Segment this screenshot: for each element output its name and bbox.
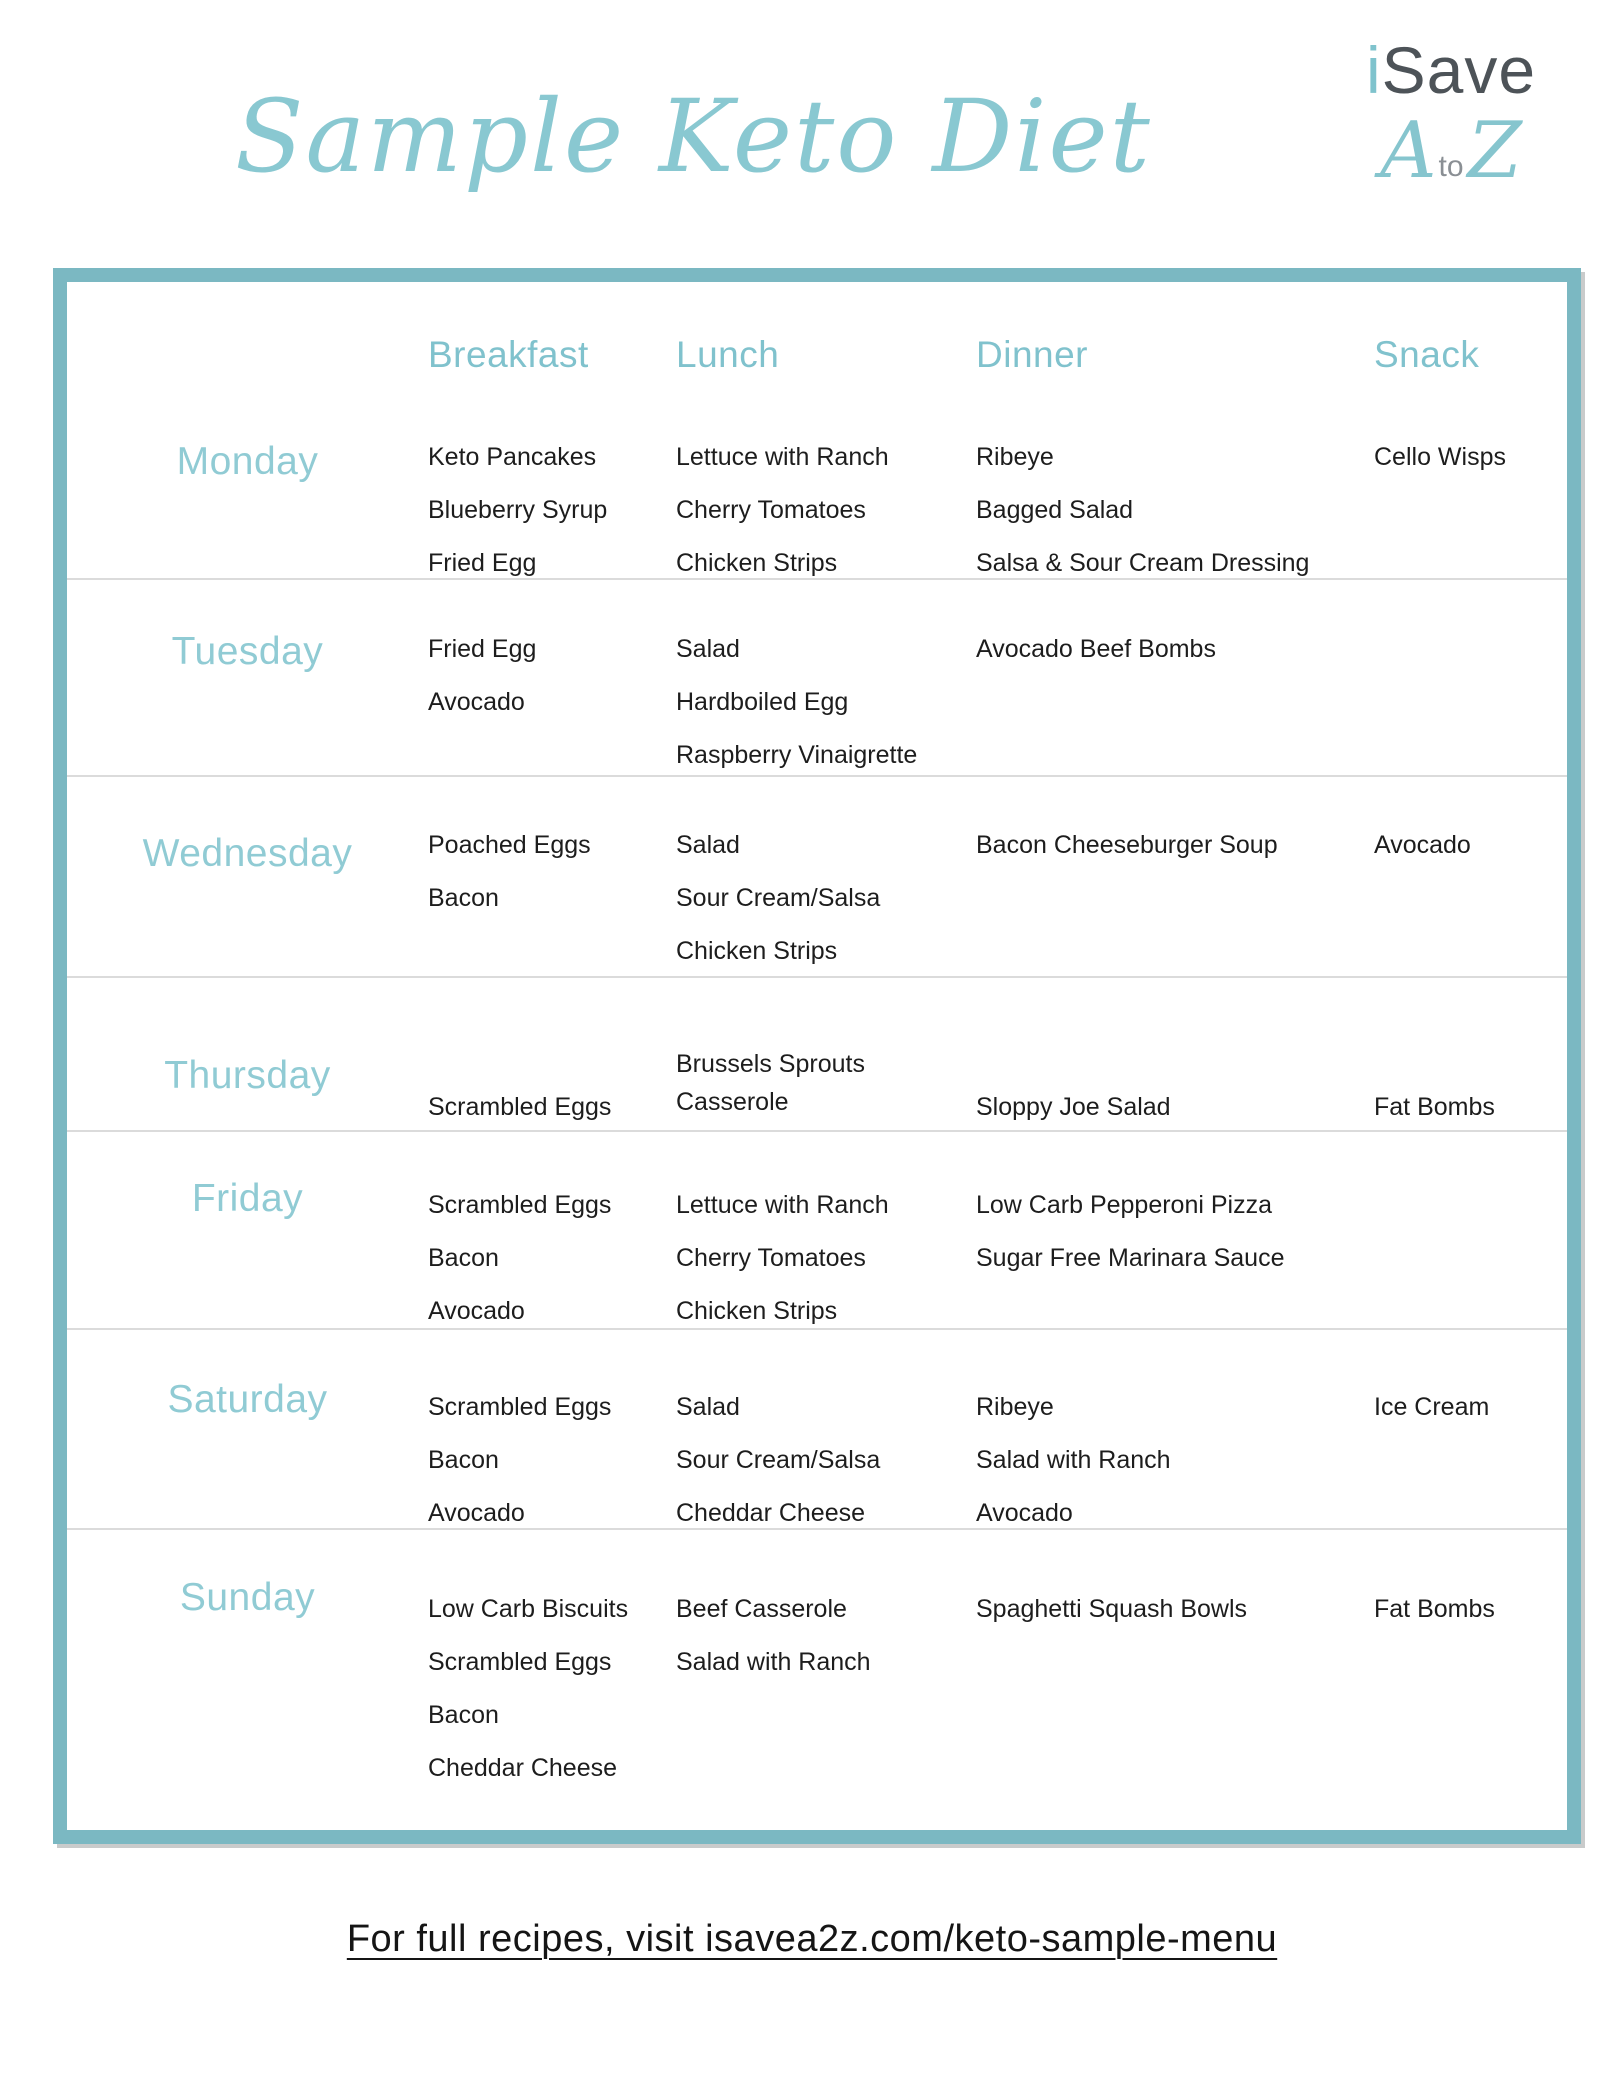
dinner-cell [976,777,1374,991]
meal-item: Beef Casserole [676,1595,847,1623]
meal-item: Salad with Ranch [676,1648,871,1676]
lunch-cell [676,777,976,991]
meal-item: Hardboiled Egg [676,688,849,716]
snack-cell [1374,1530,1567,1829]
snack-cell [1374,978,1567,1147]
table-row-saturday [67,1330,1567,1530]
meal-item: Bagged Salad [976,496,1134,524]
meal-item: Avocado [976,1499,1073,1527]
lunch-cell [676,418,976,603]
breakfast-cell [428,1132,676,1351]
meal-item: Avocado [428,1297,525,1325]
snack-cell [1374,1330,1567,1553]
meal-item: Sour Cream/Salsa [676,1446,881,1474]
meal-item: Salad [676,831,740,859]
meal-item: Avocado [1374,831,1471,859]
meal-item: Lettuce with Ranch [676,443,889,471]
snack-cell [1374,580,1567,795]
column-header-breakfast: Breakfast [428,334,589,375]
table-header-row [67,282,1567,418]
snack-cell [1374,1132,1567,1351]
page-title: Sample Keto Diet [235,78,1152,195]
meal-item: Cello Wisps [1374,443,1506,471]
meal-item: Ribeye [976,1393,1054,1421]
meal-item: Chicken Strips [676,1297,838,1325]
column-header-dinner: Dinner [976,334,1088,375]
meal-item: Bacon [428,884,499,912]
logo-to: to [1438,150,1464,183]
meal-item: Cherry Tomatoes [676,1244,866,1272]
lunch-cell [676,580,976,795]
meal-item: Salad [676,635,740,663]
snack-cell [1374,777,1567,991]
logo-a: A [1380,106,1437,196]
breakfast-cell [428,978,676,1147]
day-label: Saturday [167,1378,328,1421]
meal-plan-table [53,268,1581,1844]
logo-isave-text [1336,34,1566,106]
table-row-tuesday [67,580,1567,777]
meal-item: Cheddar Cheese [676,1499,866,1527]
meal-item: Lettuce with Ranch [676,1191,889,1219]
logo-z: Z [1467,106,1522,196]
meal-item: Keto Pancakes [428,443,597,471]
meal-item: Chicken Strips [676,549,838,577]
breakfast-cell [428,418,676,603]
meal-item: Sloppy Joe Salad [976,1093,1171,1121]
logo-i: i [1365,33,1382,107]
breakfast-cell [428,580,676,795]
footer-link[interactable]: For full recipes, visit isavea2z.com/keto-sample-menu [346,1918,1278,1960]
meal-item: Chicken Strips [676,937,838,965]
meal-item: Bacon [428,1244,499,1272]
meal-item: Blueberry Syrup [428,496,608,524]
meal-item: Brussels Sprouts [676,1050,865,1078]
table-row-thursday [67,978,1567,1132]
breakfast-cell [428,777,676,991]
day-label: Friday [191,1177,304,1220]
column-header-lunch: Lunch [676,334,780,375]
meal-item: Salad [676,1393,740,1421]
meal-item: Fried Egg [428,549,537,577]
dinner-cell [976,1530,1374,1829]
lunch-cell [676,1132,976,1351]
meal-item: Avocado [428,1499,525,1527]
meal-item: Ribeye [976,443,1054,471]
meal-item: Salad with Ranch [976,1446,1171,1474]
meal-item: Raspberry Vinaigrette [676,741,918,769]
brand-logo [1336,34,1566,194]
meal-item: Sour Cream/Salsa [676,884,881,912]
footer [0,1918,1624,1961]
meal-item: Casserole [676,1088,789,1116]
meal-item: Bacon [428,1701,499,1729]
meal-item: Bacon [428,1446,499,1474]
meal-item: Cherry Tomatoes [676,496,866,524]
lunch-cell [676,978,976,1147]
meal-item: Poached Eggs [428,831,591,859]
meal-item: Scrambled Eggs [428,1191,612,1219]
day-label: Sunday [179,1576,316,1619]
meal-item: Low Carb Biscuits [428,1595,629,1623]
dinner-cell [976,978,1374,1147]
day-label: Thursday [164,1054,331,1097]
lunch-cell [676,1530,976,1829]
dinner-cell [976,1330,1374,1553]
day-label: Wednesday [142,832,353,875]
logo-a-to-z [1336,108,1566,194]
meal-item: Spaghetti Squash Bowls [976,1595,1248,1623]
breakfast-cell [428,1330,676,1553]
meal-item: Scrambled Eggs [428,1393,612,1421]
meal-item: Avocado Beef Bombs [976,635,1216,663]
meal-item: Bacon Cheeseburger Soup [976,831,1278,859]
logo-save: Save [1381,33,1537,107]
meal-item: Scrambled Eggs [428,1648,612,1676]
meal-item: Sugar Free Marinara Sauce [976,1244,1285,1272]
table-row-friday [67,1132,1567,1330]
meal-item: Salsa & Sour Cream Dressing [976,549,1310,577]
dinner-cell [976,1132,1374,1351]
dinner-cell [976,418,1374,603]
meal-item: Fat Bombs [1374,1595,1495,1623]
day-label: Monday [176,440,319,483]
meal-item: Ice Cream [1374,1393,1490,1421]
dinner-cell [976,580,1374,795]
lunch-cell [676,1330,976,1553]
table-row-wednesday [67,777,1567,978]
column-header-snack: Snack [1374,334,1480,375]
table-row-sunday [67,1530,1567,1829]
day-label: Tuesday [171,630,324,673]
snack-cell [1374,418,1567,603]
day-header-spacer [67,282,428,418]
meal-item: Fried Egg [428,635,537,663]
meal-item: Avocado [428,688,525,716]
meal-item: Low Carb Pepperoni Pizza [976,1191,1272,1219]
breakfast-cell [428,1530,676,1829]
meal-item: Cheddar Cheese [428,1754,618,1782]
table-row-monday [67,418,1567,580]
meal-item: Fat Bombs [1374,1093,1495,1121]
meal-item: Scrambled Eggs [428,1093,612,1121]
